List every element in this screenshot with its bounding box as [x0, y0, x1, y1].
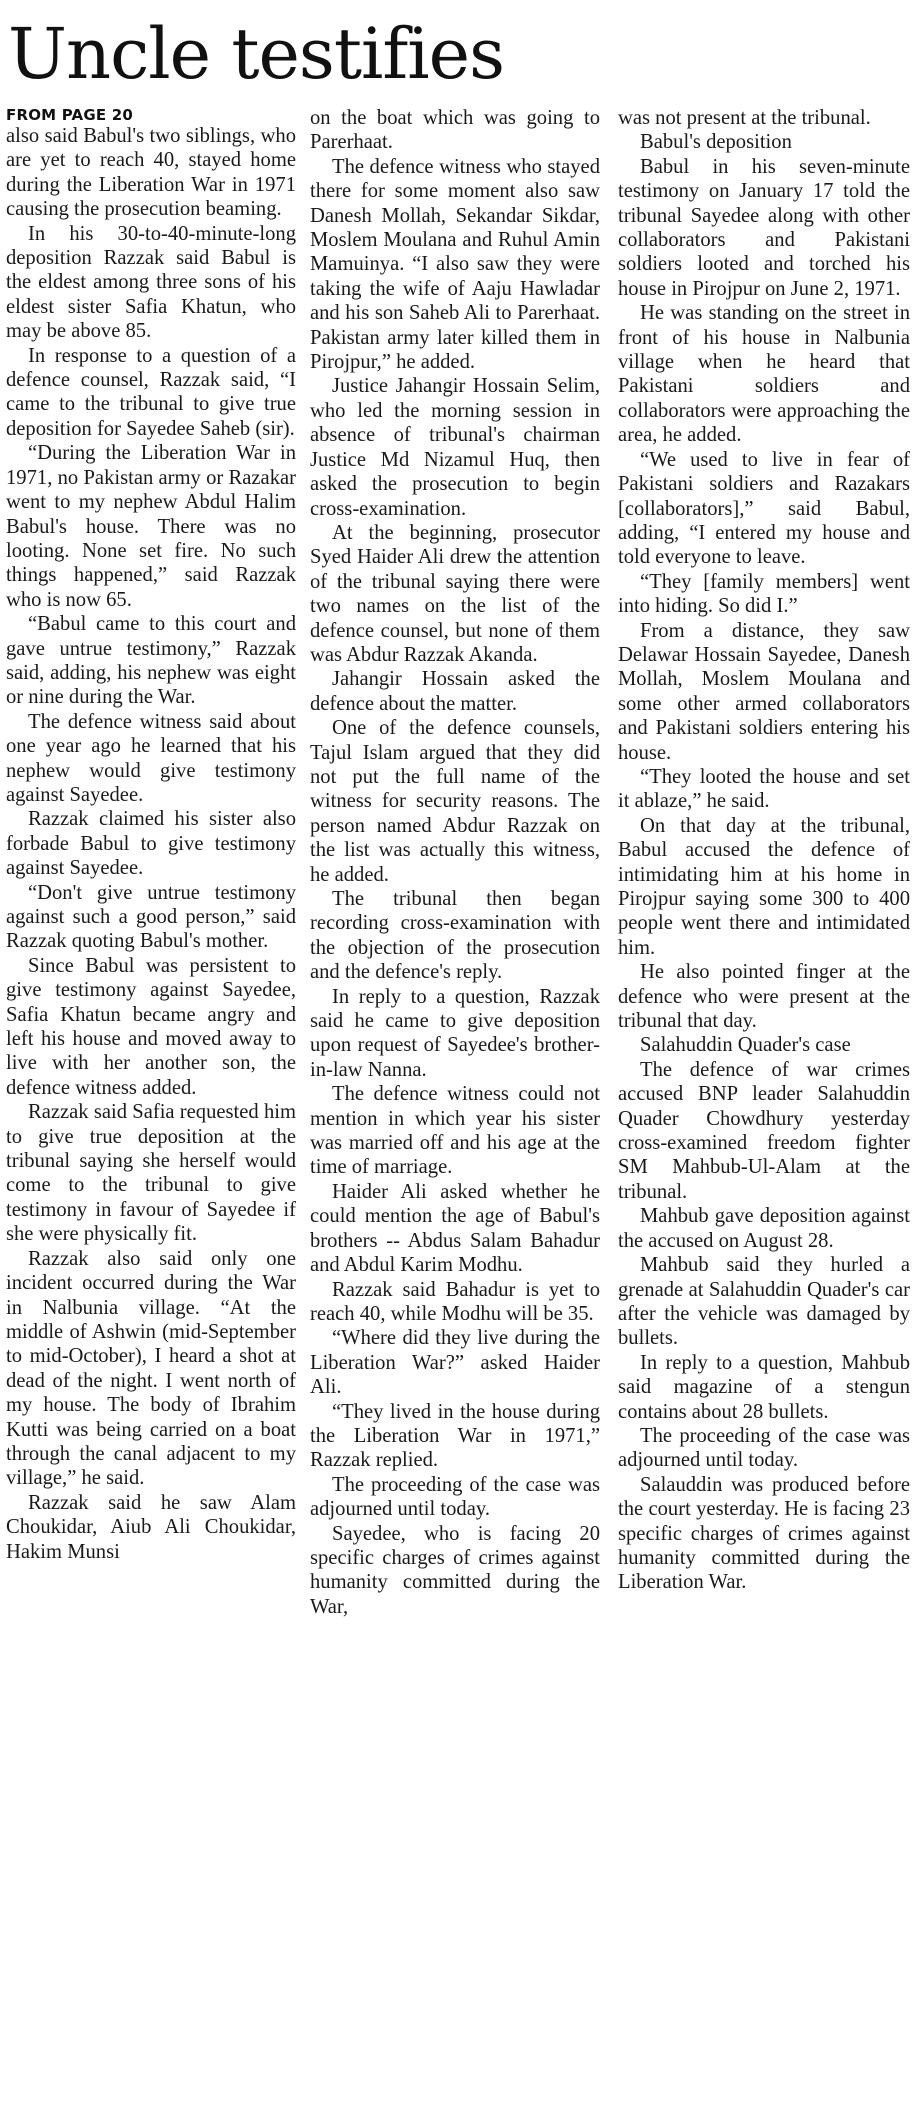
paragraph: Razzak said he saw Alam Choukidar, Aiub Ali Choukidar, Hakim Munsi: [6, 1491, 296, 1563]
paragraph: In reply to a question, Razzak said he came to give deposition upon request of Sayedee's brother-in-law Nanna.: [310, 985, 600, 1081]
subheading: Babul's deposition: [640, 131, 792, 154]
paragraph: Razzak also said only one incident occurred during the War in Nalbunia village. “At the middle of Ashwin (mid-September to mid-October), I heard a shot at dead of the night. I went north of my house. The body of Ibrahim Kutti was being carried on a boat through the canal adjacent to my village,” he said.: [6, 1247, 296, 1490]
column-3: [618, 106, 910, 2102]
paragraph: Razzak said Bahadur is yet to reach 40, while Modhu will be 35.: [310, 1278, 600, 1325]
paragraph: The defence witness could not mention in which year his sister was married off and his age at the time of marriage.: [310, 1083, 600, 1179]
paragraph: The defence witness said about one year ago he learned that his nephew would give testimony against Sayedee.: [6, 710, 296, 806]
paragraph: From a distance, they saw Delawar Hossain Sayedee, Danesh Mollah, Moslem Moulana and some other armed collaborators and Pakistani soldiers entering his house.: [618, 619, 910, 764]
column-2: [310, 106, 600, 2102]
headline: Uncle testifies: [8, 13, 504, 95]
paragraph: Haider Ali asked whether he could mention the age of Babul's brothers -- Abdus Salam Bahadur and Abdul Karim Modhu.: [310, 1180, 600, 1277]
paragraph: Since Babul was persistent to give testimony against Sayedee, Safia Khatun became angry and left his house and moved away to live with her another son, the defence witness added.: [6, 954, 296, 1099]
paragraph: “We used to live in fear of Pakistani soldiers and Razakars [collaborators],” said Babul, adding, “I entered my house and told everyone to leave.: [618, 448, 910, 569]
paragraph: At the beginning, prosecutor Syed Haider Ali drew the attention of the tribunal saying there were two names on the list of the defence counsel, but none of them was Abdur Razzak Akanda.: [310, 521, 600, 666]
paragraph: He also pointed finger at the defence who were present at the tribunal that day.: [618, 961, 910, 1033]
article-body: [6, 106, 910, 2102]
paragraph: “Babul came to this court and gave untrue testimony,” Razzak said, adding, his nephew was eight or nine during the War.: [6, 613, 296, 709]
paragraph: In response to a question of a defence counsel, Razzak said, “I came to the tribunal to give true deposition for Sayedee Saheb (sir).: [6, 344, 296, 440]
column-1: [6, 106, 296, 2102]
paragraph: He was standing on the street in front of his house in Nalbunia village when he heard that Pakistani soldiers and collaborators were approaching the area, he added.: [618, 302, 910, 447]
paragraph: “Don't give untrue testimony against such a good person,” said Razzak quoting Babul's mother.: [6, 881, 296, 953]
paragraph: One of the defence counsels, Tajul Islam argued that they did not put the full name of the witness for security reasons. The person named Abdur Razzak on the list was actually this witness, he added.: [310, 717, 600, 886]
paragraph: “They lived in the house during the Liberation War in 1971,” Razzak replied.: [310, 1400, 600, 1472]
paragraph: The defence of war crimes accused BNP leader Salahuddin Quader Chowdhury yesterday cross-examined freedom fighter SM Mahbub-Ul-Alam at the tribunal.: [618, 1058, 910, 1203]
paragraph: Razzak claimed his sister also forbade Babul to give testimony against Sayedee.: [6, 808, 296, 880]
paragraph: The proceeding of the case was adjourned until today.: [310, 1473, 600, 1521]
paragraph: In his 30-to-40-minute-long deposition Razzak said Babul is the eldest among three sons of his eldest sister Safia Khatun, who may be above 85.: [6, 222, 296, 343]
paragraph: Jahangir Hossain asked the defence about the matter.: [310, 668, 600, 715]
paragraph: on the boat which was going to Parerhaat.: [310, 107, 600, 154]
paragraph: also said Babul's two siblings, who are yet to reach 40, stayed home during the Liberation War in 1971 causing the prosecution beaming.: [6, 125, 296, 221]
paragraph: The tribunal then began recording cross-examination with the objection of the prosecution and the defence's reply.: [310, 888, 600, 984]
paragraph: Razzak said Safia requested him to give true deposition at the tribunal saying she herself would come to the tribunal to give testimony in favour of Sayedee if she were physically fit.: [6, 1101, 296, 1246]
paragraph: Sayedee, who is facing 20 specific charges of crimes against humanity committed during the War,: [310, 1522, 600, 1618]
paragraph: Babul in his seven-minute testimony on January 17 told the tribunal Sayedee along with other collaborators and Pakistani soldiers looted and torched his house in Pirojpur on June 2, 1971.: [618, 155, 910, 300]
paragraph: “Where did they live during the Liberation War?” asked Haider Ali.: [310, 1327, 600, 1399]
paragraph: Mahbub gave deposition against the accused on August 28.: [618, 1205, 910, 1252]
paragraph: On that day at the tribunal, Babul accused the defence of intimidating him at his home in Pirojpur saying some 300 to 400 people went there and intimidated him.: [618, 814, 910, 959]
paragraph: “They looted the house and set it ablaze,” he said.: [618, 765, 910, 813]
paragraph: In reply to a question, Mahbub said magazine of a stengun contains about 28 bullets.: [618, 1351, 910, 1423]
paragraph: The proceeding of the case was adjourned until today.: [618, 1424, 910, 1472]
paragraph: Salauddin was produced before the court yesterday. He is facing 23 specific charges of crimes against humanity committed during the Liberation War.: [618, 1473, 910, 1594]
paragraph: “During the Liberation War in 1971, no Pakistan army or Razakar went to my nephew Abdul Halim Babul's house. There was no looting. None set fire. No such things happened,” said Razzak who is now 65.: [6, 442, 296, 611]
paragraph: Justice Jahangir Hossain Selim, who led the morning session in absence of tribunal's chairman Justice Md Nizamul Huq, then asked the prosecution to begin cross-examination.: [310, 375, 600, 520]
paragraph: Mahbub said they hurled a grenade at Salahuddin Quader's car after the vehicle was damaged by bullets.: [618, 1254, 910, 1350]
paragraph: “They [family members] went into hiding. So did I.”: [618, 570, 910, 618]
subheading: Salahuddin Quader's case: [640, 1034, 851, 1057]
paragraph: The defence witness who stayed there for some moment also saw Danesh Mollah, Sekandar Sikdar, Moslem Moulana and Ruhul Amin Mamuinya. “I also saw they were taking the wife of Aaju Hawladar and his son Saheb Ali to Parerhaat. Pakistan army later killed them in Pirojpur,” he added.: [310, 155, 600, 374]
continued-from-label: FROM PAGE 20: [6, 106, 133, 124]
paragraph: was not present at the tribunal.: [618, 107, 871, 129]
